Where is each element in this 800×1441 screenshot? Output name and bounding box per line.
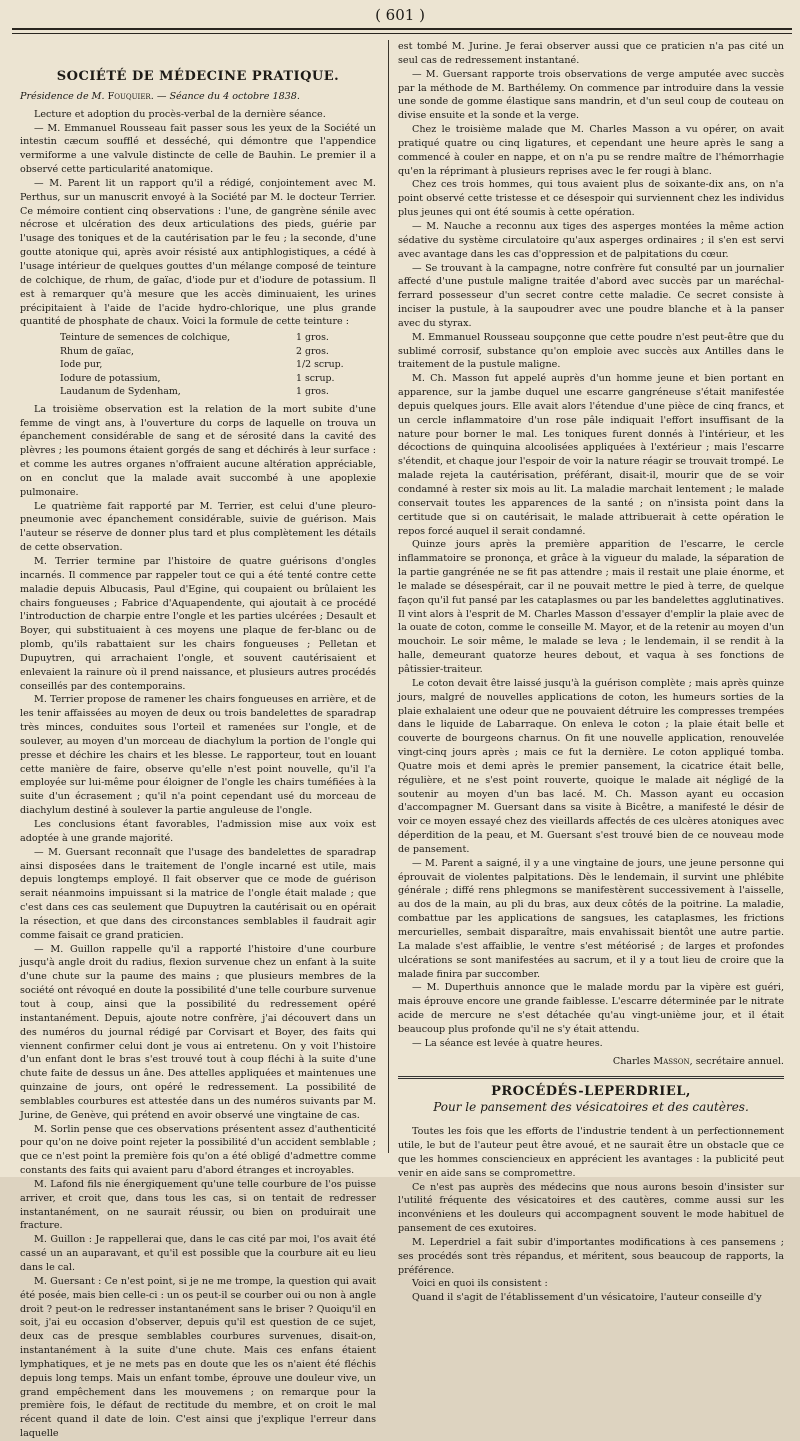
paragraph: — M. Guersant rapporte trois observations de verge amputée avec succès par la méthode de M. Barthélemy. On commence par introduire dans la vessie une sonde de gomme élastique sans mandrin, et d'un seul coup de couteau on divise ensuite et la sonde et la verge. [398,68,784,122]
paragraph: Le coton devait être laissé jusqu'à la guérison complète ; mais après quinze jours, malgré de nouvelles applications de coton, les humeurs sorties de la plaie exhalaient une odeur que ne pouvaient détruire les compresses trempées dans le liquide de Labarraque. On enleva le coton ; la plaie était belle et couverte de bourgeons charnus. On fit une nouvelle application, renouvelée vingt-cinq jours après ; mais ce fut la dernière. Le coton appliqué tomba. Quatre mois et demi après le premier pansement, la cicatrice était belle, régulière, et ne s'est point rouverte, quoique le malade ait négligé de la soutenir au moyen d'un bas lacé. M. Ch. Masson ayant eu occasion d'accompagner M. Guersant dans sa visite à Bicêtre, a manifesté le désir de voir ce moyen essayé chez des vieillards affectés de ces ulcères atoniques avec déperdition de la peau, et M. Guersant s'est trouvé bien de ce nouveau mode de pansement. [398,677,784,855]
recipe-quantity: 1 scrup. [296,372,335,384]
signature-first-name: Charles [612,1055,651,1067]
recipe-row [20,358,376,372]
advert-subtitle: Pour le pansement des vésicatoires et des cautères. [433,1100,749,1115]
paragraph: Chez ces trois hommes, qui tous avaient plus de soixante-dix ans, on n'a point observé cette tristesse et ce désespoir qui surviennent chez les individus plus jeunes qui ont été soumis à cette opération. [398,179,784,219]
paragraph: — M. Parent a saigné, il y a une vingtaine de jours, une jeune personne qui éprouvait de violentes palpitations. Dès le lendemain, il survint une phlébite générale ; diffé rens phlegmons se manifestèrent successivement à l'aisselle, au dos de la main, au pli du bras, aux deux côtés de la poitrine. La maladie, combattue par les applications de sangsues, les cataplasmes, les frictions mercurielles, sembait disparaître, mais envahissait bientôt une autre partie. La malade s'est affaiblie, le ventre s'est météorisé ; de larges et profondes ulcérations se sont manifestées au sacrum, et il y a tout lieu de croire que la malade finira par succomber. [398,857,784,980]
paragraph: — M. Parent lit un rapport qu'il a rédigé, conjointement avec M. Perthus, sur un manuscrit envoyé à la Société par M. le docteur Terrier. Ce mémoire contient cinq observations : l'une, de gangrène sénile avec nécrose et ulcération des deux articulations des pieds, guérie par l'usage des toniques et de la cautérisation par le feu ; la seconde, d'une goutte atonique qui, après avoir résisté aux antiphlogistiques, a cédé à l'usage intérieur de quelques gouttes d'un mélange composé de teinture de colchique, de rhum, de gaïac, d'iode pur et d'iodure de potassium. Il est à remarquer qu'à mesure que les accès diminuaient, les urines précipitaient à l'aide de l'acide hydro-chlorique, une plus grande quantité de phosphate de chaux. Voici la formule de cette teinture : [20,177,376,328]
paragraph: — M. Duperthuis annonce que le malade mordu par la vipère est guéri, mais éprouve encore une grande faiblesse. L'escarre déterminée par le nitrate acide de mercure ne s'est détachée qu'au vingt-unième jour, et il était beaucoup plus profonde qu'il ne s'y était attendu. [398,982,784,1035]
section-separator [398,1076,784,1079]
recipe-row [20,372,376,386]
paragraph: M. Sorlin pense que ces observations présentent assez d'authenticité pour qu'on ne doive point rejeter la possibilité d'un accident semblable ; que ce n'est point la première fois qu'on a été obligé d'admettre comme constants des faits qui avaient paru d'abord étranges et incroyables. [20,1123,376,1177]
paragraph: M. Emmanuel Rousseau soupçonne que cette poudre n'est peut-être que du sublimé corrosif, substance qu'on emploie avec succès aux Antilles dans le traitement de la pustule maligne. [398,331,784,371]
paragraph: Le quatrième fait rapporté par M. Terrier, est celui d'une pleuro-pneumonie avec épanchement considérable, suivie de guérison. Mais l'auteur se réserve de donner plus tard et plus complètement les détails de cette observation. [20,500,376,554]
session-line [20,90,376,104]
president-name: Fouquier. [107,90,154,102]
paragraph: M. Lafond fils nie énergiquement qu'une telle courbure de l'os puisse arriver, et croit que, dans tous les cas, si on tentait de redresser instantanément, on ne saurait réussir, ou bien on produirait une fracture. [20,1178,376,1232]
paragraph: — M. Nauche a reconnu aux tiges des asperges montées la même action sédative du système circulatoire qu'aux asperges ordinaires ; il s'en est servi avec avantage dans les cas d'oppression et de palpitations du cœur. [398,220,784,260]
recipe-quantity: 1 gros. [296,386,329,398]
recipe-ingredient: Iodure de potassium, [60,372,161,384]
paragraph: M. Leperdriel a fait subir d'importantes modifications à ces pansemens ; ses procédés sont très répandus, et méritent, sous beaucoup de rapports, la préférence. [398,1236,784,1276]
paragraph: — La séance est levée à quatre heures. [412,1037,603,1049]
right-column [398,40,784,1304]
paragraph: M. Terrier propose de ramener les chairs fongueuses en arrière, et de les tenir affaissées au moyen de deux ou trois bandelettes de sparadrap très minces, conduites sous l'orteil et ramenées sur l'ongle, et de soulever, au moyen d'un morceau de diachylum la portion de l'ongle qui presse et déchire les chairs et les blesse. Le rapporteur, tout en louant cette manière de faire, observe qu'elle n'est point nouvelle, qu'il l'a employée sur lui-même pour éloigner de l'ongle les chairs tuméfiées à la suite d'un écrasement ; qu'il n'a point cependant usé du morceau de diachylum destiné à soulever la partie anguleuse de l'ongle. [20,694,376,817]
recipe-quantity: 2 gros. [296,345,329,357]
recipe-table [20,331,376,399]
paragraph: Quinze jours après la première apparition de l'escarre, le cercle inflammatoire se prononça, et grâce à la vigueur du malade, la séparation de la partie gangrénée ne se fit pas attendre ; mais il restait une plaie énorme, et le malade se désespérait, car il ne pouvait mettre le pied à terre, de quelque façon qu'il fut pansé par les cataplasmes ou par les bandelettes agglutinatives. Il vint alors à l'esprit de M. Charles Masson d'essayer d'emplir la plaie avec de la ouate de coton, comme le conseille M. Mayor, et de la retenir au moyen d'un mouchoir. Le soir même, le malade se leva ; le lendemain, il se rendit à la halle, demeurant quatorze heures debout, et vaqua à ses fonctions de pâtissier-traiteur. [398,539,784,675]
paragraph: M. Ch. Masson fut appelé auprès d'un homme jeune et bien portant en apparence, sur la jambe duquel une escarre gangréneuse s'était manifestée depuis quelques jours. Elle avait alors l'étendue d'une pièce de cinq francs, et un cercle inflammatoire d'un rose pâle indiquait l'effort insuffisant de la nature pour borner le mal. Les toniques furent donnés à l'intérieur, et les décoctions de quinquina alcoolisées appliquées à l'extérieur ; mais l'escarre s'étendit, et chaque jour l'espoir de voir la nature réagir se trouvait trompé. Le malade rejeta la cautérisation, préférant, disait-il, mourir que de se voir condamné à rester six mois au lit. La maladie marchait lentement ; le malade conservait toutes les apparences de la santé ; on n'insista point dans la certitude que si on cautérisait, le malade attribuerait à cette opération le repos forcé auquel il serait condamné. [398,373,784,537]
top-rule [12,28,792,30]
society-heading: SOCIÉTÉ DE MÉDECINE PRATIQUE. [56,69,340,84]
paragraph: Ce n'est pas auprès des médecins que nous aurons besoin d'insister sur l'utilité fréquente des vésicatoires et des cautères, comme aussi sur les inconvéniens et les douleurs qui accompagnent souvent le mode habituel de pansement de ces exutoires. [398,1181,784,1235]
paragraph: — Se trouvant à la campagne, notre confrère fut consulté par un journalier affecté d'une pustule maligne traitée d'abord avec succès par un maréchal-ferrard possesseur d'un secret contre cette maladie. Ce secret consiste à inciser la pustule, à la saupoudrer avec une poudre blanche et à la panser avec du styrax. [398,262,784,329]
session-pre: Présidence de M. [20,90,105,102]
page-number: ( 601 ) [375,6,425,24]
paragraph: — M. Guillon rappelle qu'il a rapporté l'histoire d'une courbure jusqu'à angle droit du radius, flexion survenue chez un enfant à la suite d'une chute sur la paume des mains ; que plusieurs membres de la société ont révoqué en doute la possibilité d'une telle courbure survenue tout à coup, ainsi que la possibilité du redressement opéré instantanément. Depuis, ajoute notre confrère, j'ai découvert dans un des numéros du journal rédigé par Corvisart et Boyer, des faits qui viennent confirmer celui dont je vous ai entretenu. On y voit l'histoire d'un enfant dont le bras s'est trouvé tout à coup fléchi à la suite d'une chute faite de dessus un âne. Des attelles appliquées et maintenues une quinzaine de jours, ont opéré le redressement. La possibilité de semblables courbures est attestée dans un des numéros suivants par M. Jurine, de Genève, qui prétend en avoir observé une vingtaine de cas. [20,943,376,1121]
advert-title: PROCÉDÉS-LEPERDRIEL, [491,1084,691,1100]
recipe-row [20,331,376,345]
recipe-ingredient: Teinture de semences de colchique, [60,332,231,344]
recipe-row [20,385,376,399]
paragraph: est tombé M. Jurine. Je ferai observer aussi que ce praticien n'a pas cité un seul cas de redressement instantané. [398,41,784,66]
paragraph: — M. Emmanuel Rousseau fait passer sous les yeux de la Société un intestin cæcum soufflé et desséché, qui démontre que l'appendice vermiforme a une valvule distincte de celle de Bauhin. Le premier il a observé cette particularité anatomique. [20,122,376,176]
session-post: — Séance du 4 octobre 1838. [156,90,300,102]
recipe-quantity: 1/2 scrup. [296,359,344,371]
paragraph: Toutes les fois que les efforts de l'industrie tendent à un perfectionnement utile, le but de l'auteur peut être avoué, et ne saurait être un obstacle que ce que les hommes consciencieux en apprécient les avantages : la publicité peut venir en aide sans se compromettre. [398,1126,784,1179]
paragraph: M. Guillon : Je rappellerai que, dans le cas cité par moi, l'os avait été cassé un an auparavant, et qu'il est possible que la courbure ait eu lieu dans le cal. [20,1234,376,1273]
signature-title: , secrétaire annuel. [689,1055,784,1067]
recipe-ingredient: Iode pur, [60,359,103,371]
paragraph: — M. Guersant reconnaît que l'usage des bandelettes de sparadrap ainsi disposées dans le traitement de l'ongle incarné est utile, mais depuis longtemps employé. Il fait observer que ce mode de guérison serait néanmoins impuissant si la matrice de l'ongle était malade ; que c'est dans ces cas seulement que Dupuytren la cautérisait ou en opérait la résection, et que dans des circonstances semblables il faudrait agir comme faisait ce grand praticien. [20,846,376,941]
recipe-quantity: 1 gros. [296,332,329,344]
secretary-signature [398,1055,784,1069]
recipe-row [20,345,376,359]
signature-surname: Masson [653,1055,690,1067]
recipe-ingredient: Laudanum de Sydenham, [60,386,181,398]
paragraph: Les conclusions étant favorables, l'admission mise aux voix est adoptée à une grande majorité. [20,819,376,844]
paragraph: M. Terrier termine par l'histoire de quatre guérisons d'ongles incarnés. Il commence par rappeler tout ce qui a été tenté contre cette maladie depuis Albucasis, Paul d'Egine, qui coupaient ou brûlaient les chairs fongueuses ; Fabrice d'Aquapendente, qui ajoutait à ce procédé l'introduction de charpie entre l'ongle et les parties ulcérées ; Desault et Boyer, qui substituaient à ces moyens une plaque de fer-blanc ou de plomb, qu'ils rabattaient sur les chairs fongueuses ; Pelletan et Dupuytren, qui arrachaient l'ongle, et souvent cautérisaient et enlevaient la rainure où il prend naissance, et plusieurs autres procédés conseillés par des contemporains. [20,555,376,692]
top-rule-thin [12,33,792,34]
paragraph: Chez le troisième malade que M. Charles Masson a vu opérer, on avait pratiqué quatre ou cinq ligatures, et cependant une heure après le sang a commencé à couler en nappe, et on n'a pu se rendre maître de l'hémorrhagie qu'en la réprimant à plusieurs reprises avec le fer rougi à blanc. [398,124,784,177]
paragraph: M. Guersant : Ce n'est point, si je ne me trompe, la question qui avait été posée, mais bien celle-ci : un os peut-il se courber oui ou non à angle droit ? peut-on le redresser instantanément sans le briser ? Quoiqu'il en soit, j'ai eu occasion d'observer, depuis qu'il est question de ce sujet, deux cas de presque semblables courbures survenues, disait-on, instantanément à la suite d'une chute. Mais ces enfans étaient lymphatiques, et je ne mets pas en doute que les os n'aient été fléchis depuis long temps. Mais un enfant tombe, éprouve une douleur vive, un grand empêchement dans les mouvemens ; on remarque pour la première fois, le défaut de rectitude du membre, et on croit le mal récent quand il date de loin. C'est ainsi que j'explique l'erreur dans laquelle [20,1275,376,1440]
recipe-ingredient: Rhum de gaïac, [60,345,134,357]
paragraph: Lecture et adoption du procès-verbal de la dernière séance. [34,108,326,120]
column-divider [388,40,389,1153]
paragraph: Voici en quoi ils consistent : [412,1278,548,1290]
left-column [20,40,376,1440]
paragraph: La troisième observation est la relation de la mort subite d'une femme de vingt ans, à l'ouverture du corps de laquelle on trouva un épanchement considérable de sang et de sérosité dans la cavité des plèvres ; les poumons étaient gorgés de sang et déchirés à leur surface : et comme les autres organes n'offraient aucune altération appréciable, on en conclut que la malade avait succombé à une apoplexie pulmonaire. [20,403,376,498]
paragraph: Quand il s'agit de l'établissement d'un vésicatoire, l'auteur conseille d'y [412,1292,762,1304]
